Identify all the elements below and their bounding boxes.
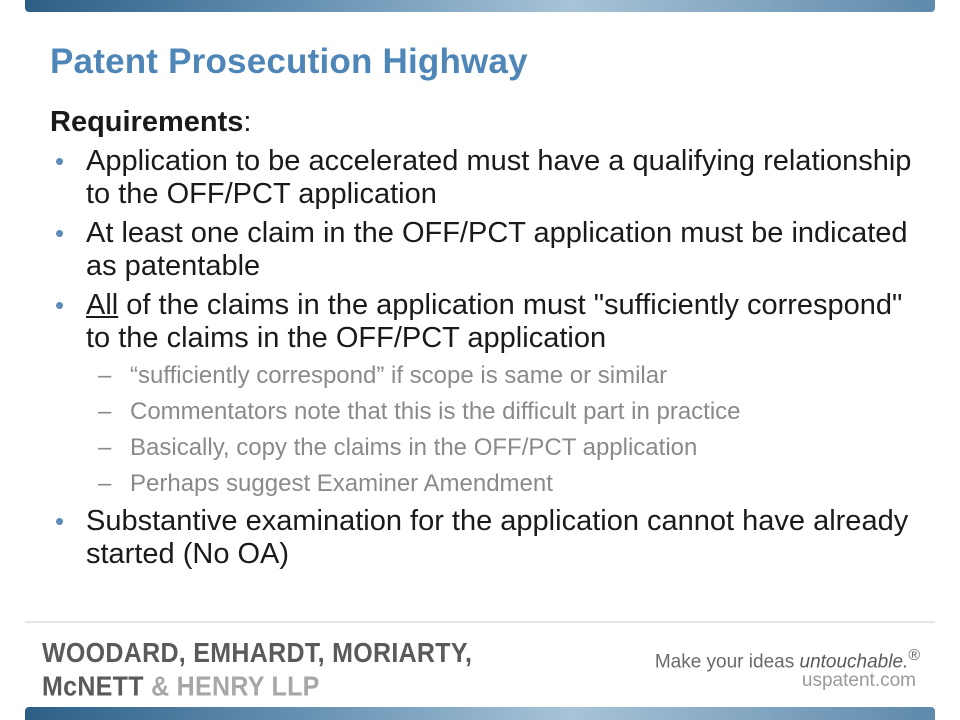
bullet-text: Substantive examination for the application cannot have already started (No OA): [86, 505, 909, 570]
requirements-colon: :: [243, 106, 252, 138]
website-url: uspatent.com: [801, 670, 916, 691]
bullet-icon: •: [55, 506, 65, 536]
tagline-emphasis: untouchable.: [799, 651, 909, 673]
firm-logo: [42, 636, 472, 703]
sub-bullet-item: [50, 469, 930, 498]
bullet-emphasis: All: [86, 289, 119, 321]
bullet-text: At least one claim in the OFF/PCT application must be indicated as patentable: [86, 217, 908, 282]
bullet-icon: •: [55, 146, 65, 176]
sub-bullet-text: Perhaps suggest Examiner Amendment: [130, 470, 553, 497]
dash-icon: –: [98, 398, 112, 425]
bullet-text: Application to be accelerated must have a qualifying relationship to the OFF/PCT application: [86, 145, 912, 210]
dash-icon: –: [98, 434, 112, 461]
bullet-icon: •: [55, 218, 65, 248]
slide-body: [50, 145, 930, 577]
firm-name-line2: [42, 670, 472, 704]
top-accent-bar: [25, 0, 935, 12]
bullet-item: [50, 145, 930, 211]
dash-icon: –: [98, 362, 112, 389]
sub-bullet-item: [50, 397, 930, 426]
bullet-item: [50, 505, 930, 571]
requirements-label: Requirements: [50, 106, 244, 138]
bottom-accent-bar: [25, 707, 935, 720]
sub-bullet-item: [50, 433, 930, 462]
footer-divider: [25, 621, 935, 623]
dash-icon: –: [98, 470, 112, 497]
tagline-prefix: Make your ideas: [654, 651, 800, 673]
firm-name-mcnett: McNETT: [42, 670, 144, 703]
bullet-icon: •: [55, 290, 65, 320]
firm-name-line1: WOODARD, EMHARDT, MORIARTY,: [42, 637, 473, 669]
slide-title: Patent Prosecution Highway: [50, 42, 528, 81]
bullet-text: of the claims in the application must "sufficiently correspond" to the claims in the OFF/PCT application: [86, 289, 903, 354]
firm-name-henry: & HENRY LLP: [151, 670, 320, 703]
sub-bullet-text: Commentators note that this is the difficult part in practice: [130, 398, 741, 425]
sub-bullet-item: [50, 361, 930, 390]
requirements-heading: [50, 106, 251, 139]
registered-mark: ®: [908, 647, 920, 664]
bullet-item: [50, 217, 930, 283]
sub-bullet-text: Basically, copy the claims in the OFF/PCT application: [130, 434, 698, 461]
bullet-item: [50, 289, 930, 355]
sub-bullet-text: “sufficiently correspond” if scope is same or similar: [130, 362, 668, 389]
